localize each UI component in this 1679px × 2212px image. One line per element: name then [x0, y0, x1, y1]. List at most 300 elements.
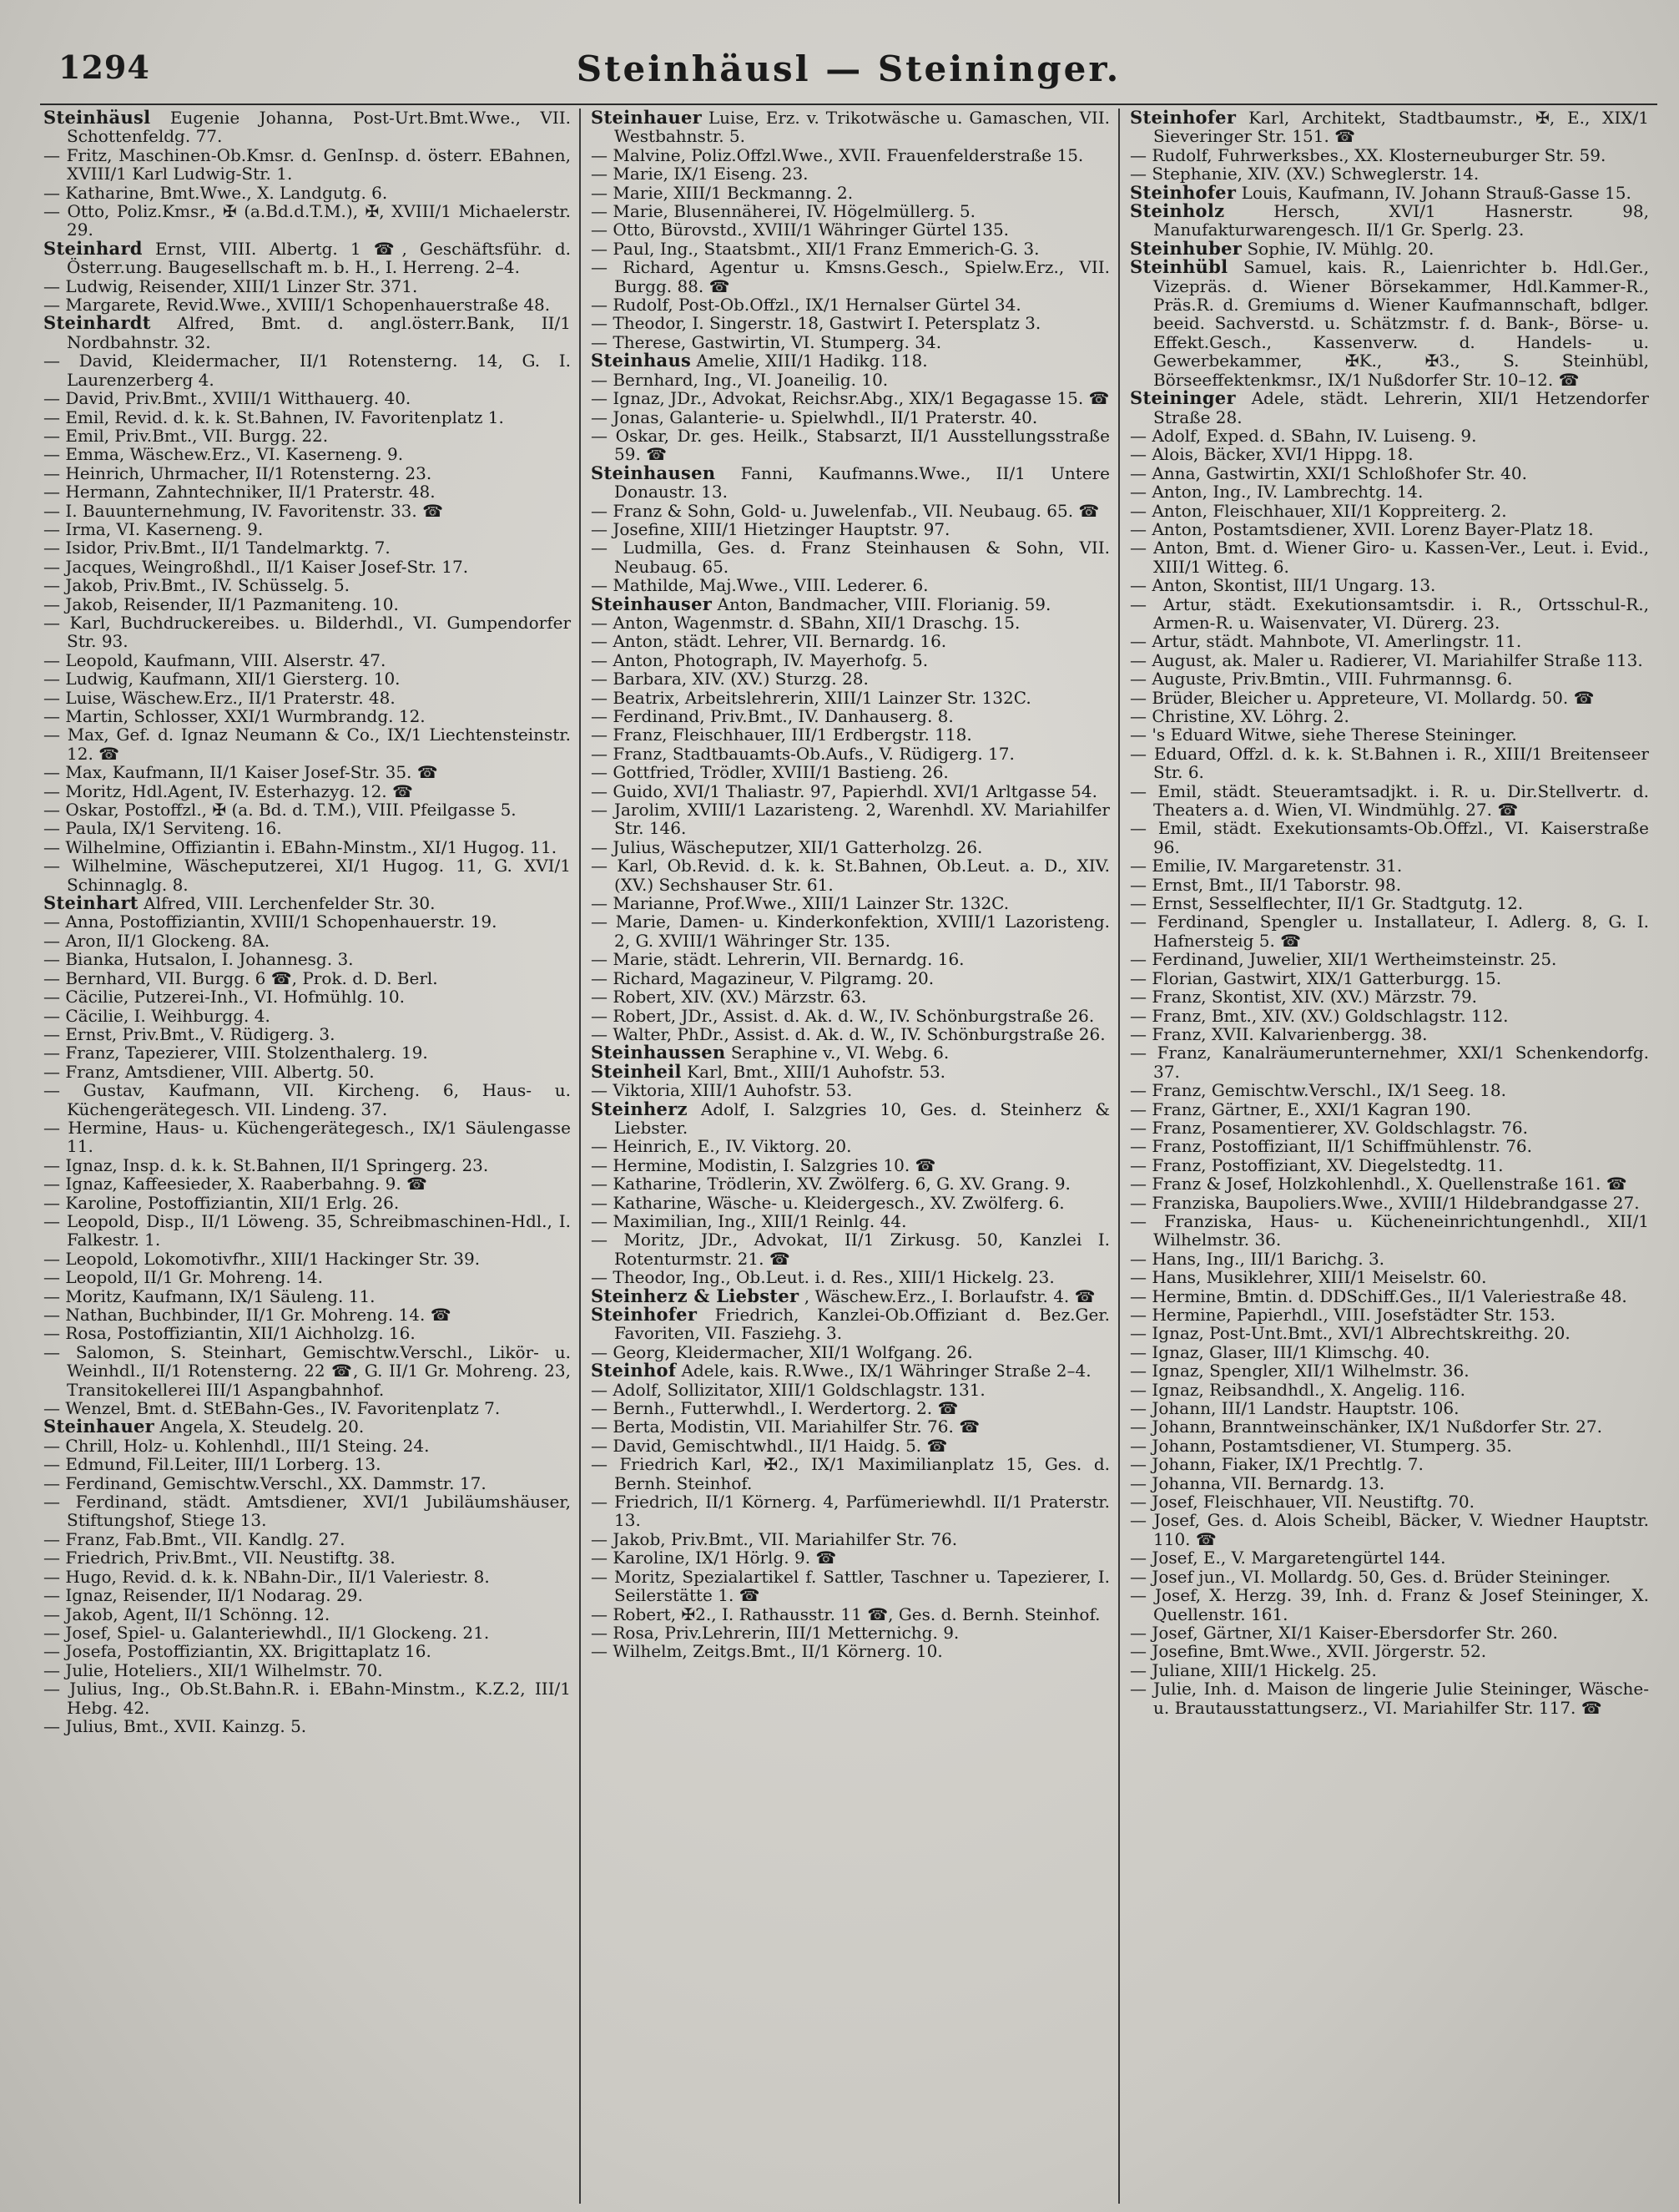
entry-dash: — [43, 575, 60, 596]
entry-text: Franz, Gärtner, E., XXI/1 Kagran 190. [1152, 1098, 1471, 1119]
directory-entry [43, 1194, 571, 1212]
entry-dash: — [43, 1341, 60, 1362]
directory-entry [1130, 1324, 1649, 1342]
directory-entry [591, 1548, 1110, 1567]
directory-entry [43, 1661, 571, 1679]
entry-surname: Steinhaus [591, 350, 692, 371]
directory-entry [591, 464, 1110, 502]
directory-entry [1130, 632, 1649, 650]
entry-text: Rosa, Postoffiziantin, XII/1 Aichholzg. 16. [65, 1323, 416, 1344]
directory-entry [43, 987, 571, 1006]
entry-dash: — [591, 967, 608, 988]
entry-text: Ernst, Sesselflechter, II/1 Gr. Stadtgutg. 12. [1152, 893, 1524, 914]
entry-text: David, Gemischtwhdl., II/1 Haidg. 5. ☎ [613, 1435, 948, 1456]
entry-dash: — [43, 444, 60, 465]
entry-text: Franz, Postoffiziant, II/1 Schiffmühlenstr. 76. [1152, 1136, 1533, 1157]
entry-text: Friedrich, Priv.Bmt., VII. Neustiftg. 38. [65, 1548, 396, 1568]
directory-entry [43, 1324, 571, 1342]
entry-dash: — [591, 631, 608, 652]
entry-dash: — [43, 201, 60, 222]
directory-entry [43, 725, 571, 763]
directory-entry [1130, 987, 1649, 1006]
entry-text: Katharine, Trödlerin, XV. Zwölferg. 6, G. XV. Grang. 9. [613, 1174, 1071, 1194]
entry-text: Nathan, Buchbinder, II/1 Gr. Mohreng. 14. ☎ [65, 1305, 451, 1325]
entry-dash: — [1130, 1566, 1147, 1587]
columns [40, 109, 1657, 2204]
directory-entry [43, 969, 571, 987]
entry-dash: — [591, 1230, 608, 1250]
directory-entry [43, 1043, 571, 1062]
entry-dash: — [591, 144, 608, 165]
entry-dash: — [43, 818, 60, 839]
entry-dash: — [591, 949, 608, 970]
entry-text: Ludwig, Kaufmann, XII/1 Giersterg. 10. [65, 669, 401, 689]
directory-entry [591, 1043, 1110, 1062]
directory-entry [43, 1417, 571, 1436]
entry-dash: — [1130, 1285, 1147, 1306]
entry-dash: — [1130, 538, 1147, 558]
directory-entry [43, 1081, 571, 1119]
entry-text: Anton, Wagenmstr. d. SBahn, XII/1 Draschg. 15. [613, 612, 1021, 633]
entry-dash: — [1130, 649, 1147, 670]
entry-text: Artur, städt. Exekutionsamtsdir. i. R., Ortsschul-R., Armen-R. u. Waisenvater, VI. Dürerg. 23. [1153, 593, 1650, 633]
directory-entry [43, 538, 571, 557]
directory-entry [591, 164, 1110, 183]
directory-entry [1130, 1287, 1649, 1305]
entry-text: Josef, Fleischhauer, VII. Neustiftg. 70. [1152, 1492, 1475, 1513]
entry-dash: — [1130, 444, 1147, 465]
directory-entry [1130, 427, 1649, 445]
entry-text: Martin, Schlosser, XXI/1 Wurmbrandg. 12. [65, 706, 426, 726]
entry-text: Bernhard, VII. Burgg. 6 ☎, Prok. d. D. Berl. [65, 967, 438, 988]
directory-entry [591, 258, 1110, 295]
entry-text: Richard, Magazineur, V. Pilgramg. 20. [613, 967, 935, 988]
entry-dash: — [1130, 144, 1147, 165]
entry-text: Ernst, VIII. Albertg. 1 ☎, Geschäftsführ. d. Österr.ung. Baugesellschaft m. b. H., I. Herreng. 2–4. [67, 238, 572, 278]
directory-entry [1130, 950, 1649, 968]
directory-entry [1130, 651, 1649, 669]
directory-entry [1130, 912, 1649, 950]
entry-dash: — [591, 893, 608, 914]
entry-text: Hugo, Revid. d. k. k. NBahn-Dir., II/1 Valeriestr. 8. [65, 1566, 490, 1587]
entry-text: Karl, Bmt., XIII/1 Auhofstr. 53. [687, 1061, 946, 1082]
entry-text: August, ak. Maler u. Radierer, VI. Mariahilfer Straße 113. [1152, 649, 1643, 670]
entry-text: Robert, XIV. (XV.) Märzstr. 63. [613, 987, 867, 1008]
entry-dash: — [43, 1210, 60, 1231]
entry-text: Franz, Stadtbauamts-Ob.Aufs., V. Rüdigerg. 17. [613, 743, 1015, 764]
entry-dash: — [591, 1136, 608, 1157]
directory-entry [43, 595, 571, 614]
directory-entry [43, 1119, 571, 1156]
entry-surname: Steinhofer [591, 1304, 698, 1325]
entry-text: Marie, XIII/1 Beckmanng. 2. [613, 182, 854, 203]
entry-text: Juliane, XIII/1 Hickelg. 25. [1152, 1659, 1377, 1680]
directory-entry [591, 894, 1110, 912]
directory-entry [591, 614, 1110, 632]
directory-entry [591, 1194, 1110, 1212]
directory-entry [591, 1343, 1110, 1361]
entry-text: Salomon, S. Steinhart, Gemischtw.Verschl., Likör- u. Weinhdl., II/1 Rotensterng. 22 ☎, G. II/1 Gr. Mohreng. 23, Transitokellerei III/1 Aspangbahnhof. [67, 1341, 571, 1400]
directory-entry [43, 1474, 571, 1492]
entry-text: Leopold, Disp., II/1 Löweng. 35, Schreibmaschinen-Hdl., I. Falkestr. 1. [66, 1210, 571, 1250]
entry-dash: — [43, 780, 60, 801]
entry-dash: — [43, 144, 60, 165]
entry-dash: — [1130, 949, 1147, 970]
entry-text: Anton, Bandmacher, VIII. Florianig. 59. [717, 593, 1051, 614]
entry-surname: Steinhübl [1130, 256, 1228, 278]
entry-dash: — [591, 182, 608, 203]
entry-dash: — [1130, 593, 1147, 614]
entry-text: Aron, II/1 Glockeng. 8A. [65, 930, 270, 951]
entry-text: Adolf, I. Salzgries 10, Ges. d. Steinherz & Liebster. [614, 1098, 1111, 1138]
entry-text: Josefine, XIII/1 Hietzinger Hauptstr. 97. [613, 518, 950, 539]
entry-dash: — [43, 1117, 60, 1138]
entry-dash: — [591, 388, 608, 409]
entry-text: Leopold, Kaufmann, VIII. Alserstr. 47. [65, 649, 386, 670]
entry-dash: — [43, 1080, 60, 1101]
directory-entry [43, 1492, 571, 1530]
directory-entry [43, 1530, 571, 1548]
entry-text: Jakob, Priv.Bmt., IV. Schüsselg. 5. [65, 575, 350, 596]
entry-dash: — [1130, 856, 1147, 876]
directory-entry [591, 1137, 1110, 1155]
entry-dash: — [591, 836, 608, 857]
directory-entry [1130, 520, 1649, 538]
entry-dash: — [1130, 780, 1147, 801]
entry-dash: — [591, 1398, 608, 1419]
directory-entry [591, 1268, 1110, 1286]
entry-text: Marie, IX/1 Eiseng. 23. [613, 164, 809, 184]
entry-text: Gottfried, Trödler, XVIII/1 Bastieng. 26. [613, 762, 949, 783]
entry-text: Stephanie, XIV. (XV.) Schweglerstr. 14. [1152, 164, 1480, 184]
entry-text: Ignaz, Spengler, XII/1 Wilhelmstr. 36. [1152, 1361, 1470, 1381]
directory-entry [1130, 1007, 1649, 1025]
entry-text: Margarete, Revid.Wwe., XVIII/1 Schopenhauerstraße 48. [65, 295, 551, 316]
directory-entry [1130, 1492, 1649, 1511]
entry-text: Josef, Spiel- u. Galanteriewhdl., II/1 Glockeng. 21. [65, 1622, 490, 1643]
entry-dash: — [43, 725, 60, 745]
entry-surname: Steinhart [43, 892, 139, 914]
directory-entry [43, 912, 571, 931]
entry-text: Auguste, Priv.Bmtin., VIII. Fuhrmannsg. 6. [1152, 669, 1513, 689]
entry-dash: — [591, 1192, 608, 1213]
directory-entry [43, 1287, 571, 1305]
entry-text: Anton, städt. Lehrer, VII. Bernardg. 16. [613, 631, 947, 652]
entry-dash: — [1130, 818, 1147, 839]
directory-entry [591, 1230, 1110, 1268]
directory-entry [1130, 856, 1649, 875]
entry-dash: — [591, 220, 608, 240]
entry-text: Ignaz, JDr., Advokat, Reichsr.Abg., XIX/1 Begagasse 15. ☎ [613, 388, 1110, 409]
entry-dash: — [1130, 1136, 1147, 1157]
entry-text: Anton, Fleischhauer, XII/1 Koppreiterg. 2. [1152, 500, 1507, 521]
entry-dash: — [1130, 1548, 1147, 1568]
entry-dash: — [43, 1267, 60, 1288]
entry-text: Ignaz, Kaffeesieder, X. Raaberbahng. 9. ☎ [65, 1174, 427, 1194]
entry-dash: — [43, 388, 60, 409]
entry-text: Jakob, Priv.Bmt., VII. Mariahilfer Str. 76. [613, 1528, 958, 1549]
entry-text: Alois, Bäcker, XVI/1 Hippg. 18. [1152, 444, 1414, 465]
entry-dash: — [43, 1641, 60, 1662]
entry-dash: — [591, 1548, 608, 1568]
entry-text: Hermine, Modistin, I. Salzgries 10. ☎ [613, 1154, 936, 1175]
directory-entry [43, 558, 571, 576]
entry-dash: — [1130, 912, 1147, 932]
directory-entry [43, 1305, 571, 1324]
entry-text: Heinrich, Uhrmacher, II/1 Rotensterng. 23. [65, 462, 432, 483]
entry-text: Paul, Ing., Staatsbmt., XII/1 Franz Emmerich-G. 3. [613, 238, 1040, 259]
entry-dash: — [43, 556, 60, 577]
entry-dash: — [591, 575, 608, 596]
entry-text: Anton, Ing., IV. Lambrechtg. 14. [1152, 482, 1424, 502]
entry-surname: Steinhäusl [43, 109, 151, 128]
entry-text: Ferdinand, Gemischtw.Verschl., XX. Dammstr. 17. [65, 1472, 487, 1493]
entry-dash: — [591, 1379, 608, 1400]
directory-entry [43, 1007, 571, 1025]
entry-text: Karoline, Postoffiziantin, XII/1 Erlg. 26. [65, 1192, 400, 1213]
entry-dash: — [1130, 1154, 1147, 1175]
entry-text: Wenzel, Bmt. d. StEBahn-Ges., IV. Favoritenplatz 7. [65, 1398, 501, 1419]
entry-dash: — [591, 1622, 608, 1643]
entry-dash: — [43, 1323, 60, 1344]
directory-entry [1130, 1511, 1649, 1548]
entry-text: Josef, Ges. d. Alois Scheibl, Bäcker, V. Wiedner Hauptstr. 110. ☎ [1153, 1510, 1650, 1549]
entry-text: Max, Gef. d. Ignaz Neumann & Co., IX/1 Liechtensteinstr. 12. ☎ [67, 725, 571, 764]
entry-text: Gustav, Kaufmann, VII. Kircheng. 6, Haus- u. Küchengerätegesch. VII. Lindeng. 37. [67, 1080, 571, 1119]
entry-text: Johann, III/1 Landstr. Hauptstr. 106. [1152, 1398, 1460, 1419]
entry-dash: — [591, 1174, 608, 1194]
entry-dash: — [43, 1454, 60, 1475]
entry-dash: — [43, 1492, 60, 1513]
directory-entry [591, 1156, 1110, 1174]
entry-text: Anna, Gastwirtin, XXI/1 Schloßhofer Str. 40. [1152, 462, 1527, 483]
directory-entry [591, 1492, 1110, 1530]
directory-entry [43, 389, 571, 407]
entry-dash: — [43, 482, 60, 502]
entry-dash: — [43, 1435, 60, 1456]
entry-surname: Steinhauer [591, 109, 703, 128]
entry-text: Bianka, Hutsalon, I. Johannesg. 3. [65, 949, 354, 970]
entry-surname: Steinhofer [1130, 109, 1237, 128]
directory-entry [43, 1624, 571, 1642]
directory-entry [43, 1605, 571, 1624]
directory-entry [1130, 237, 1649, 259]
directory-entry [1130, 482, 1649, 501]
directory-entry [1130, 1417, 1649, 1436]
entry-dash: — [1130, 1267, 1147, 1288]
entry-text: Franz, Amtsdiener, VIII. Albertg. 50. [65, 1061, 375, 1082]
directory-entry [591, 295, 1110, 314]
entry-text: Cäcilie, I. Weihburgg. 4. [65, 1005, 270, 1026]
entry-text: Anton, Bmt. d. Wiener Giro- u. Kassen-Ver., Leut. i. Evid., XIII/1 Witteg. 6. [1153, 538, 1650, 577]
directory-entry [591, 202, 1110, 220]
entry-dash: — [1130, 743, 1147, 764]
entry-text: Jakob, Reisender, II/1 Pazmaniteng. 10. [65, 593, 399, 614]
entry-text: Fritz, Maschinen-Ob.Kmsr. d. GenInsp. d. österr. EBahnen, XVIII/1 Karl Ludwig-Str. 1. [66, 144, 572, 184]
directory-entry [43, 1250, 571, 1268]
directory-entry [591, 1174, 1110, 1193]
directory-entry [43, 502, 571, 520]
entry-text: Josefa, Postoffiziantin, XX. Brigittaplatz 16. [65, 1641, 431, 1662]
entry-dash: — [591, 164, 608, 184]
entry-dash: — [43, 930, 60, 951]
directory-entry [591, 595, 1110, 614]
directory-entry [1130, 1137, 1649, 1155]
entry-text: Isidor, Priv.Bmt., II/1 Tandelmarktg. 7. [65, 538, 391, 558]
entry-text: Emil, städt. Exekutionsamts-Ob.Offzl., VI. Kaiserstraße 96. [1153, 818, 1650, 857]
directory-entry [1130, 164, 1649, 183]
entry-dash: — [43, 1566, 60, 1587]
entry-dash: — [1130, 1622, 1147, 1643]
entry-text: Hermann, Zahntechniker, II/1 Praterstr. 48. [65, 482, 436, 502]
entry-surname: Steinhof [591, 1360, 677, 1381]
entry-dash: — [43, 1528, 60, 1549]
directory-entry [43, 1568, 571, 1586]
directory-entry [591, 333, 1110, 351]
entry-text: Chrill, Holz- u. Kohlenhdl., III/1 Steing. 24. [65, 1435, 430, 1456]
entry-dash: — [43, 687, 60, 708]
entry-text: Karl, Buchdruckereibes. u. Bilderhdl., VI. Gumpendorfer Str. 93. [67, 612, 571, 652]
entry-text: Adolf, Exped. d. SBahn, IV. Luiseng. 9. [1152, 425, 1477, 446]
entry-text: Eduard, Offzl. d. k. k. St.Bahnen i. R., XIII/1 Breitenseer Str. 6. [1153, 743, 1649, 783]
directory-entry [1130, 707, 1649, 725]
entry-dash: — [1130, 1417, 1147, 1437]
entry-text: Barbara, XIV. (XV.) Sturzg. 28. [613, 669, 869, 689]
directory-entry [591, 1399, 1110, 1417]
entry-dash: — [43, 669, 60, 689]
entry-dash: — [1130, 500, 1147, 521]
entry-text: Moritz, Kaufmann, IX/1 Säuleng. 11. [65, 1285, 376, 1306]
directory-entry [591, 763, 1110, 781]
entry-dash: — [1130, 1080, 1147, 1101]
entry-dash: — [1130, 164, 1147, 184]
entry-text: Johanna, VII. Bernardg. 13. [1152, 1472, 1385, 1493]
directory-entry [591, 912, 1110, 950]
entry-text: Hermine, Bmtin. d. DDSchiff.Ges., II/1 Valeriestraße 48. [1152, 1285, 1627, 1306]
directory-entry [591, 576, 1110, 594]
entry-dash: — [43, 1043, 60, 1063]
entry-text: Sophie, IV. Mühlg. 20. [1247, 238, 1434, 259]
entry-text: Mathilde, Maj.Wwe., VIII. Lederer. 6. [613, 575, 929, 596]
entry-text: Maximilian, Ing., XIII/1 Reinlg. 44. [613, 1210, 907, 1231]
entry-text: Angela, X. Steudelg. 20. [159, 1417, 365, 1437]
directory-entry [591, 389, 1110, 407]
entry-dash: — [1130, 1585, 1147, 1606]
directory-entry [1130, 1250, 1649, 1268]
directory-entry [43, 520, 571, 538]
directory-entry [1130, 1268, 1649, 1286]
entry-dash: — [1130, 1323, 1147, 1344]
entry-text: Alfred, Bmt. d. angl.österr.Bank, II/1 Nordbahnstr. 32. [67, 313, 571, 352]
entry-dash: — [591, 762, 608, 783]
entry-dash: — [1130, 1043, 1147, 1063]
directory-entry [591, 856, 1110, 894]
entry-dash: — [591, 725, 608, 745]
directory-entry [591, 1007, 1110, 1025]
directory-entry [43, 1343, 571, 1399]
entry-dash: — [591, 500, 608, 521]
entry-dash: — [43, 1472, 60, 1493]
entry-dash: — [43, 612, 60, 633]
directory-entry [1130, 389, 1649, 427]
entry-text: Seraphine v., VI. Webg. 6. [730, 1043, 950, 1063]
directory-entry [591, 1381, 1110, 1399]
entry-text: Ernst, Bmt., II/1 Taborstr. 98. [1152, 874, 1402, 895]
entry-text: David, Kleidermacher, II/1 Rotensterng. 14, G. I. Laurenzerberg 4. [67, 351, 572, 390]
directory-entry [1130, 538, 1649, 576]
directory-entry [43, 1717, 571, 1735]
entry-dash: — [591, 1603, 608, 1624]
entry-dash: — [591, 1005, 608, 1026]
entry-dash: — [591, 1454, 608, 1475]
directory-entry [1130, 1100, 1649, 1119]
entry-dash: — [1130, 1210, 1147, 1231]
entry-text: Josef, X. Herzg. 39, Inh. d. Franz & Josef Steininger, X. Quellenstr. 161. [1153, 1585, 1649, 1624]
directory-entry [591, 1568, 1110, 1605]
entry-dash: — [1130, 1454, 1147, 1475]
directory-entry [43, 1174, 571, 1193]
entry-dash: — [43, 462, 60, 483]
entry-text: Wilhelm, Zeitgs.Bmt., II/1 Körnerg. 10. [613, 1641, 943, 1662]
entry-text: Rosa, Priv.Lehrerin, III/1 Metternichg. 9. [613, 1622, 960, 1643]
entry-text: Josef, E., V. Margaretengürtel 144. [1152, 1548, 1446, 1568]
directory-entry [43, 856, 571, 894]
entry-dash: — [43, 836, 60, 857]
entry-dash: — [43, 1659, 60, 1680]
entry-text: Emil, Priv.Bmt., VII. Burgg. 22. [65, 425, 329, 446]
entry-dash: — [1130, 1117, 1147, 1138]
directory-entry [43, 109, 571, 146]
entry-dash: — [591, 1492, 608, 1513]
entry-text: Ernst, Priv.Bmt., V. Rüdigerg. 3. [65, 1023, 335, 1044]
entry-surname: Steinhauser [591, 593, 713, 614]
entry-dash: — [43, 856, 60, 876]
entry-text: Jacques, Weingroßhdl., II/1 Kaiser Josef-Str. 17. [65, 556, 469, 577]
entry-dash: — [1130, 1510, 1147, 1531]
entry-dash: — [591, 201, 608, 222]
directory-entry [43, 277, 571, 295]
entry-surname: Steininger [1130, 387, 1236, 409]
directory-entry [43, 763, 571, 781]
directory-entry [1130, 1156, 1649, 1174]
entry-text: Marie, städt. Lehrerin, VII. Bernardg. 16. [613, 949, 965, 970]
entry-dash: — [1130, 518, 1147, 539]
page-header [40, 48, 1657, 105]
directory-entry [591, 1305, 1110, 1343]
entry-text: Richard, Agentur u. Kmsns.Gesch., Spielw.Erz., VII. Burgg. 88. ☎ [614, 257, 1111, 296]
directory-entry [591, 632, 1110, 650]
directory-entry [43, 1679, 571, 1717]
entry-surname: Steinholz [1130, 200, 1225, 222]
entry-dash: — [43, 987, 60, 1008]
entry-dash: — [43, 275, 60, 296]
entry-text: Leopold, II/1 Gr. Mohreng. 14. [65, 1267, 323, 1288]
directory-entry [43, 445, 571, 463]
entry-text: Eugenie Johanna, Post-Urt.Bmt.Wwe., VII. Schottenfeldg. 77. [67, 109, 571, 147]
directory-entry [591, 1605, 1110, 1624]
entry-text: Florian, Gastwirt, XIX/1 Gatterburgg. 15. [1152, 967, 1502, 988]
entry-text: Franz, Posamentierer, XV. Goldschlagstr. 76. [1152, 1117, 1528, 1138]
entry-text: Jakob, Agent, II/1 Schönng. 12. [65, 1603, 330, 1624]
entry-text: Ludwig, Reisender, XIII/1 Linzer Str. 371. [65, 275, 418, 296]
directory-entry [43, 1063, 571, 1081]
entry-text: Hans, Musiklehrer, XIII/1 Meiselstr. 60. [1152, 1267, 1487, 1288]
entry-text: Wilhelmine, Wäscheputzerei, XI/1 Hugog. 11, G. XVI/1 Schinnaglg. 8. [67, 856, 572, 895]
directory-entry [591, 782, 1110, 800]
entry-text: Guido, XVI/1 Thaliastr. 97, Papierhdl. XVI/1 Arltgasse 54. [613, 780, 1097, 801]
directory-entry [1130, 876, 1649, 894]
entry-dash: — [591, 295, 608, 316]
